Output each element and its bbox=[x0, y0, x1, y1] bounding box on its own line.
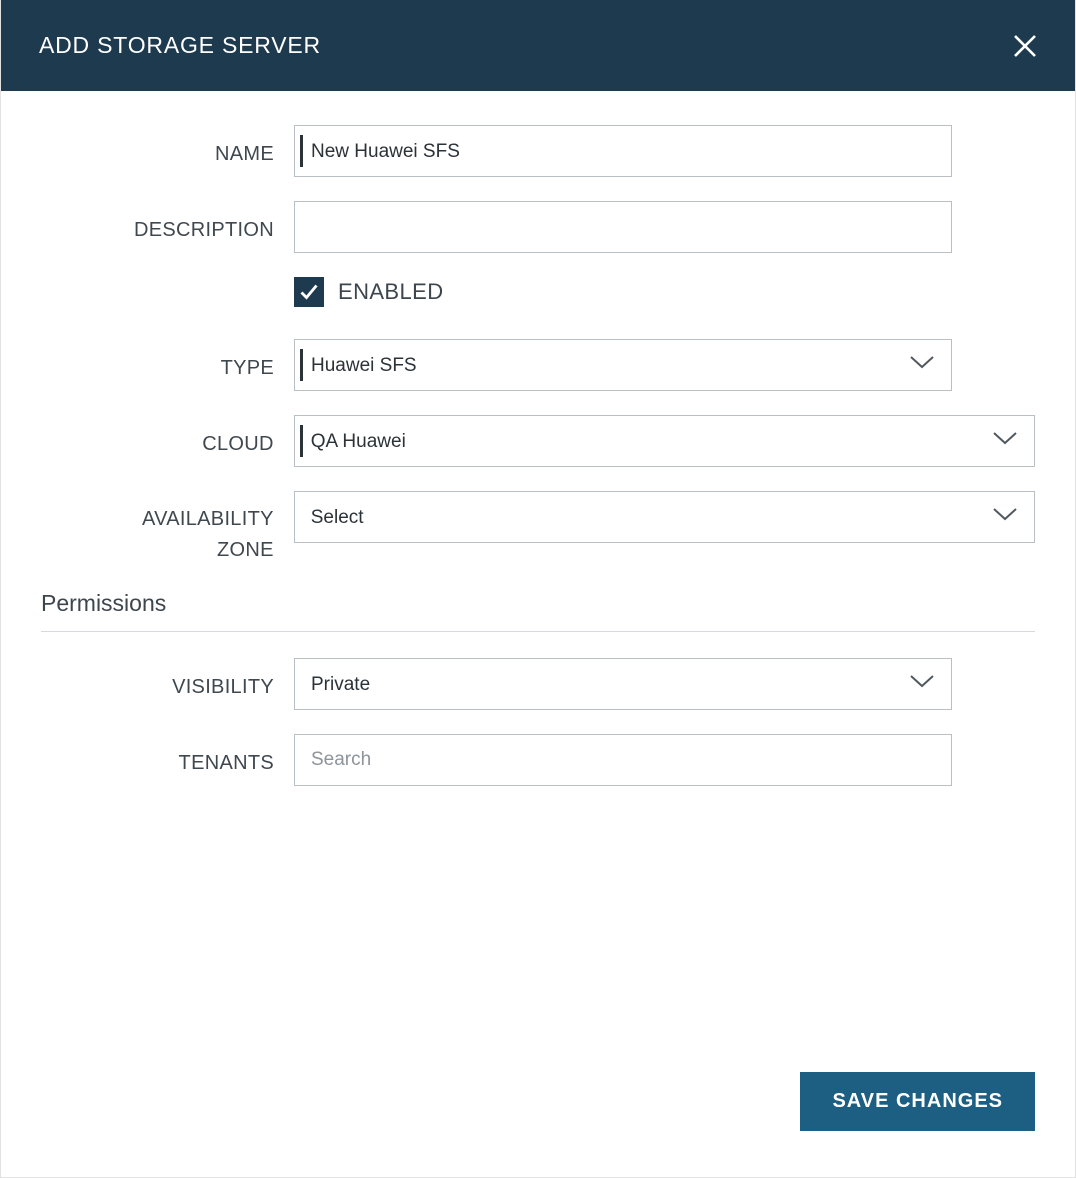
cloud-row bbox=[41, 415, 1035, 467]
tenants-label: TENANTS bbox=[178, 752, 274, 774]
description-label: DESCRIPTION bbox=[134, 219, 274, 241]
description-input[interactable] bbox=[294, 201, 952, 253]
dialog-header bbox=[1, 0, 1075, 91]
cloud-select-value: QA Huawei bbox=[310, 430, 406, 452]
visibility-select[interactable] bbox=[294, 658, 952, 710]
visibility-label: VISIBILITY bbox=[172, 676, 274, 698]
tenants-search-placeholder: Search bbox=[311, 749, 372, 770]
availability-zone-label-line2: ZONE bbox=[216, 539, 274, 561]
name-input-value: New Huawei SFS bbox=[311, 140, 460, 162]
cloud-label: CLOUD bbox=[202, 433, 274, 455]
availability-zone-select-value: Select bbox=[310, 506, 364, 528]
visibility-row bbox=[41, 658, 1035, 710]
availability-zone-label bbox=[41, 491, 294, 566]
name-label: NAME bbox=[215, 143, 274, 165]
description-row bbox=[41, 201, 1035, 253]
enabled-label: ENABLED bbox=[338, 279, 444, 304]
permissions-section bbox=[41, 590, 1035, 632]
name-input[interactable] bbox=[294, 125, 952, 177]
availability-zone-label-line1: AVAILABILITY bbox=[141, 508, 274, 530]
type-row bbox=[41, 339, 1035, 391]
save-changes-button[interactable]: SAVE CHANGES bbox=[800, 1072, 1035, 1131]
name-row bbox=[41, 125, 1035, 177]
divider bbox=[41, 631, 1035, 632]
chevron-down-icon bbox=[992, 430, 1018, 452]
chevron-down-icon bbox=[909, 354, 935, 376]
cloud-select[interactable] bbox=[294, 415, 1035, 467]
permissions-section-title: Permissions bbox=[41, 590, 167, 616]
enabled-row bbox=[294, 277, 1035, 307]
chevron-down-icon bbox=[909, 673, 935, 695]
tenants-row bbox=[41, 734, 1035, 786]
availability-zone-row bbox=[41, 491, 1035, 566]
dialog-footer bbox=[800, 1072, 1035, 1131]
enabled-checkbox[interactable] bbox=[294, 277, 324, 307]
type-select[interactable] bbox=[294, 339, 952, 391]
page-title: ADD STORAGE SERVER bbox=[39, 32, 321, 58]
chevron-down-icon bbox=[992, 506, 1018, 528]
check-icon bbox=[298, 281, 320, 303]
type-label: TYPE bbox=[220, 357, 274, 379]
close-icon[interactable] bbox=[1003, 24, 1047, 68]
visibility-select-value: Private bbox=[311, 673, 371, 695]
dialog-body bbox=[1, 91, 1075, 1178]
availability-zone-select[interactable] bbox=[294, 491, 1035, 543]
tenants-search-input[interactable] bbox=[294, 734, 952, 786]
type-select-value: Huawei SFS bbox=[311, 354, 417, 376]
